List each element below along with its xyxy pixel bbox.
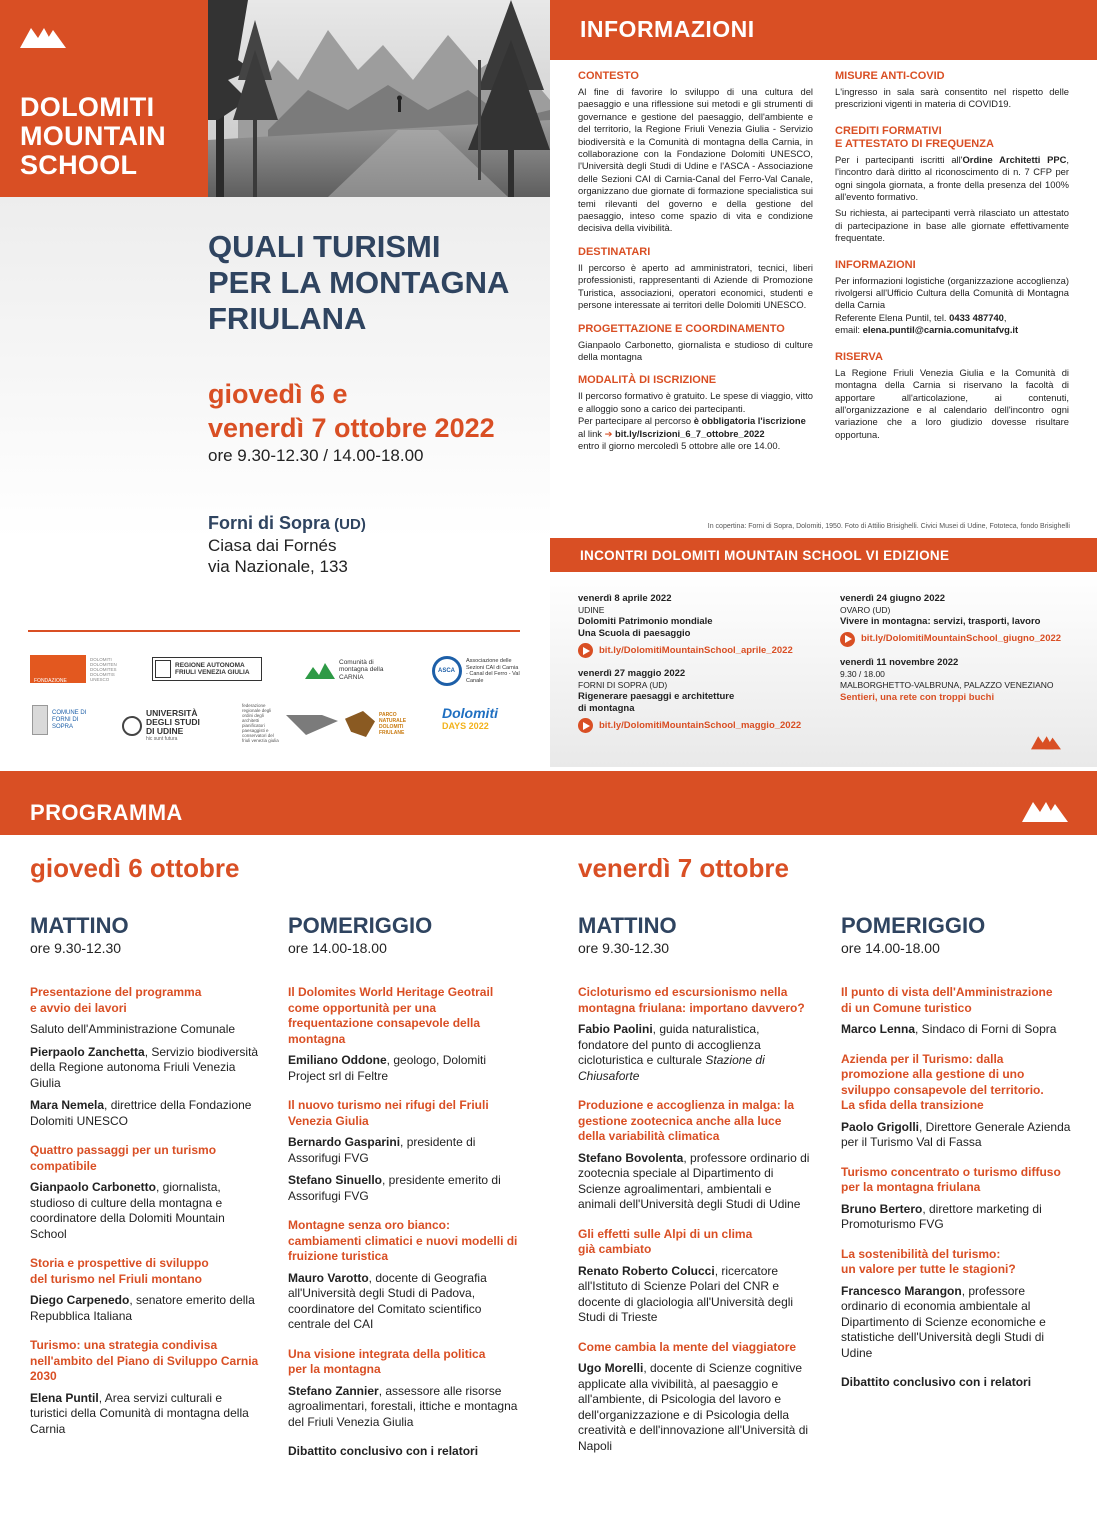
slot-hours: ore 9.30-12.30 <box>578 940 670 956</box>
section-title: PROGETTAZIONE E COORDINAMENTO <box>578 322 785 335</box>
speaker-name: Bernardo Gasparini <box>288 1135 401 1149</box>
incontro-title: di montagna <box>578 702 635 714</box>
program-column-day1-afternoon <box>288 985 523 1460</box>
talk-title: Cicloturismo ed escursionismo nella montagna friulana: importano davvero? <box>578 985 805 1015</box>
speaker-role: , giornalista, studioso di culture della montagna e coordinatore della Dolomiti Mountain School <box>30 1180 225 1241</box>
incontro-link[interactable] <box>578 643 828 658</box>
speaker <box>578 1264 810 1326</box>
uniud-line: DEGLI STUDI <box>146 717 200 727</box>
event-title-line: FRIULANA <box>208 301 367 336</box>
program-item <box>578 1340 810 1455</box>
mountain-peaks-icon <box>1022 797 1068 823</box>
regione-label: REGIONE AUTONOMA FRIULI VENEZIA GIULIA <box>175 662 250 676</box>
university-seal-icon <box>122 716 142 736</box>
incontro-title: Rigenerare paesaggi e architetture <box>578 691 735 702</box>
info-header: INFORMAZIONI <box>580 16 755 42</box>
speaker-name: Fabio Paolini <box>578 1022 653 1036</box>
section-text: Gianpaolo Carbonetto, giornalista e studioso di culture della montagna <box>578 338 813 362</box>
brand-name-line: DOLOMITI <box>20 92 155 122</box>
text-run: email: <box>835 324 863 336</box>
speaker-role: , docente di Geografia all'Università degli Studi di Padova, coordinatore del Comitato scientifico centrale del CAI <box>288 1270 487 1331</box>
speaker <box>841 1022 1071 1038</box>
program-item <box>578 985 810 1084</box>
federazione-label: federazione regionale degli ordini degli architetti pianificatori paesaggisti e conservatori del friuli venezia giulia <box>242 703 279 743</box>
incontro-title: Vivere in montagna: servizi, trasporti, lavoro <box>840 616 1041 627</box>
program-item <box>288 1098 523 1204</box>
event-venue <box>208 513 538 577</box>
eagle-icon <box>345 711 375 737</box>
incontro-date: venerdì 24 giugno 2022 <box>840 593 946 604</box>
speaker <box>288 1384 523 1431</box>
covid-section <box>835 70 1069 111</box>
section-title: CREDITI FORMATIVI <box>835 124 942 137</box>
informazioni-section <box>835 259 1069 337</box>
play-icon <box>840 632 855 647</box>
venue-address: via Nazionale, 133 <box>208 557 348 576</box>
slot-name: POMERIGGIO <box>288 913 433 938</box>
program-column-day2-afternoon <box>841 985 1071 1391</box>
incontro-hours: 9.30 / 18.00 <box>840 668 885 679</box>
speaker <box>578 1151 810 1213</box>
speaker-name: Diego Carpenedo <box>30 1293 130 1307</box>
speaker-role: , presidente di Assorifugi FVG <box>288 1135 476 1165</box>
program-item <box>288 985 523 1084</box>
incontro-novembre <box>840 657 1090 703</box>
speaker-role: , Servizio biodiversità della Regione autonoma Friuli Venezia Giulia <box>30 1044 259 1090</box>
riserva-section <box>835 351 1069 441</box>
program-item <box>841 985 1071 1038</box>
section-title: CONTESTO <box>578 70 639 82</box>
talk-title: Turismo: una strategia condivisa nell'ambito del Piano di Sviluppo Carnia 2030 <box>30 1338 259 1383</box>
section-text: Il percorso è aperto ad amministratori, tecnici, liberi professionisti, rappresentanti di Aziende di Promozione Turistica, associazioni, operatori economici, studenti e persone interessate ai territori delle Dolomiti UNESCO. <box>578 261 813 311</box>
speaker <box>578 1361 810 1454</box>
slot-pomeriggio-day1 <box>288 913 432 957</box>
closing-debate: Dibattito conclusivo con i relatori <box>288 1444 479 1458</box>
speaker <box>841 1202 1071 1233</box>
photo-credit: In copertina: Forni di Sopra, Dolomiti, 1950. Foto di Attilio Brisighelli. Civici Musei di Udine, Fototeca, fondo Brisighelli <box>707 523 1070 530</box>
slot-hours: ore 14.00-18.00 <box>288 940 387 956</box>
section-text: Il percorso formativo è gratuito. Le spese di viaggio, vitto e alloggio sono a carico dei partecipanti. <box>578 390 813 414</box>
speaker-role: , direttore marketing di Promoturismo FVG <box>841 1201 1042 1231</box>
brand-name-line: SCHOOL <box>20 150 138 180</box>
incontro-place: FORNI DI SOPRA (UD) <box>578 679 668 690</box>
uniud-logo <box>122 708 222 744</box>
carnia-label: Comunità di montagna della CARNIA <box>339 658 384 681</box>
section-text: Per informazioni logistiche (organizzazione accoglienza) rivolgersi all'Ufficio Cultura della Comunità di Montagna della Carnia <box>835 274 1069 311</box>
program-item <box>30 1143 260 1242</box>
eagle-crest-icon <box>155 660 171 678</box>
play-icon <box>578 718 593 733</box>
section-title: INFORMAZIONI <box>835 258 916 271</box>
talk-title: Gli effetti sulle Alpi di un clima già cambiato <box>578 1226 753 1256</box>
mountain-landscape-photo <box>208 0 550 197</box>
section-text <box>835 154 1069 204</box>
speaker-role: , professore ordinario di zootecnia speciale al Dipartimento di Scienze agroalimentari, ambientali e animali dell'Università degli Studi di Udine <box>578 1150 810 1211</box>
speaker <box>30 1293 260 1324</box>
speaker <box>841 1120 1071 1151</box>
speaker-name: Stefano Sinuello <box>288 1173 383 1187</box>
cover-photo <box>208 0 550 197</box>
programma-header: PROGRAMMA <box>30 800 183 825</box>
talk-title: Montagne senza oro bianco: cambiamenti climatici e nuovi modelli di fruizione turistica <box>288 1218 518 1263</box>
speaker-role: , professore ordinario di economia ambientale al Dipartimento di Scienze economiche e statistiche dell'Università degli Studi di Udine <box>841 1283 1046 1360</box>
destinatari-section <box>578 246 813 312</box>
text-run: al link <box>578 427 605 439</box>
dolomiti-days-logo <box>442 706 522 740</box>
program-item <box>30 1338 260 1437</box>
dolomiti-days-title: Dolomiti <box>442 705 498 721</box>
talk-title: Il Dolomites World Heritage Geotrail come opportunità per una frequentazione consapevole della montagna <box>288 985 494 1046</box>
venue-town <box>208 513 538 535</box>
section-title: RISERVA <box>835 350 883 363</box>
section-text <box>835 324 1069 336</box>
forni-di-sopra-logo <box>32 702 102 738</box>
section-title: MODALITÀ DI ISCRIZIONE <box>578 374 717 387</box>
event-hours: ore 9.30-12.30 / 14.00-18.00 <box>208 446 424 465</box>
text-run: Per i partecipanti iscritti all' <box>835 153 963 165</box>
incontro-link[interactable] <box>840 632 1090 647</box>
talk-title: Turismo concentrato o turismo diffuso per la montagna friulana <box>841 1164 1061 1194</box>
talk-title: Quattro passaggi per un turismo compatibile <box>30 1143 217 1173</box>
speaker-role: , docente di Scienze cognitive applicate alla vivibilità, al paesaggio e all'ambiente, di Psicologia del lavoro e dell'organizzazione e di Psicologia della creatività e dell'innovazione all'Università di Napoli <box>578 1361 809 1453</box>
incontro-link[interactable] <box>578 718 828 733</box>
speaker-role-italic: Stazione di Chiusaforte <box>578 1053 765 1083</box>
speaker-name: Gianpaolo Carbonetto <box>30 1180 156 1194</box>
speaker: Saluto dell'Amministrazione Comunale <box>30 1022 236 1036</box>
speaker <box>288 1053 523 1084</box>
section-text: Su richiesta, ai partecipanti verrà rilasciato un attestato di partecipazione in base alle giornate effettivamente frequentate. <box>835 207 1069 244</box>
text-run: Referente Elena Puntil, tel. <box>835 311 950 323</box>
closing-debate: Dibattito conclusivo con i relatori <box>841 1375 1032 1389</box>
slot-name: POMERIGGIO <box>841 913 986 938</box>
speaker-name: Pierpaolo Zanchetta <box>30 1044 145 1059</box>
incontro-link-text[interactable]: bit.ly/DolomitiMountainSchool_maggio_2022 <box>599 719 802 731</box>
section-text <box>578 415 813 440</box>
progettazione-section <box>578 323 813 364</box>
event-dates <box>208 377 538 445</box>
text-run: , <box>1003 311 1007 323</box>
speaker <box>288 1173 523 1204</box>
arrow-right-icon: ➔ <box>604 427 613 439</box>
carnia-logo <box>305 658 405 682</box>
slot-pomeriggio-day2 <box>841 913 985 957</box>
phone-number[interactable]: 0433 487740 <box>949 311 1004 323</box>
federazione-architetti-logo <box>242 702 342 744</box>
crediti-section <box>835 125 1069 245</box>
dolomiti-unesco-mark-icon <box>30 655 86 692</box>
speaker-name: Bruno Bertero <box>841 1201 923 1216</box>
uniud-motto: hic sunt futura <box>146 736 178 742</box>
email-link[interactable]: elena.puntil@carnia.comunitafvg.it <box>862 324 1019 336</box>
modalita-section <box>578 374 813 452</box>
section-title: DESTINATARI <box>578 245 651 258</box>
event-date-line: venerdì 7 ottobre 2022 <box>208 413 495 443</box>
speaker-name: Mauro Varotto <box>288 1270 369 1285</box>
architect-shape-icon <box>286 711 338 735</box>
incontro-date: venerdì 8 aprile 2022 <box>578 593 672 604</box>
speaker-role: , presidente emerito di Assorifugi FVG <box>288 1173 501 1203</box>
mountain-peaks-icon <box>20 24 66 48</box>
asca-badge-icon <box>432 656 462 686</box>
speaker <box>841 1284 1071 1362</box>
speaker-role: , assessore alle risorse agroalimentari, forestali, ittiche e montagna del Friuli Venezia Giulia <box>288 1383 518 1429</box>
speaker-name: Mara Nemela <box>30 1098 105 1112</box>
speaker-name: Ugo Morelli <box>578 1361 644 1375</box>
talk-title: Presentazione del programma e avvio dei lavori <box>30 985 202 1015</box>
event-title <box>208 229 538 337</box>
section-title: E ATTESTATO DI FREQUENZA <box>835 137 994 150</box>
asca-label: Associazione delle Sezioni CAI di Carnia - Canal del Ferro - Val Canale <box>466 658 520 684</box>
slot-mattino-day1 <box>30 913 129 957</box>
speaker-name: Emiliano Oddone <box>288 1053 387 1067</box>
talk-title: Storia e prospettive di sviluppo del turismo nel Friuli montano <box>30 1256 209 1286</box>
speaker-name: Marco Lenna <box>841 1022 916 1036</box>
speaker <box>578 1022 810 1084</box>
talk-title: Il punto di vista dell'Amministrazione di un Comune turistico <box>841 985 1053 1015</box>
asca-badge-label: ASCA <box>438 668 456 674</box>
brand-name <box>20 93 205 180</box>
slot-hours: ore 14.00-18.00 <box>841 940 940 956</box>
incontri-header: INCONTRI DOLOMITI MOUNTAIN SCHOOL VI EDIZIONE <box>580 548 950 563</box>
slot-name: MATTINO <box>578 913 677 938</box>
talk-title: Come cambia la mente del viaggiatore <box>578 1339 797 1354</box>
speaker-name: Stefano Zannier <box>288 1383 379 1398</box>
slot-mattino-day2 <box>578 913 677 957</box>
slot-name: MATTINO <box>30 913 129 938</box>
speaker <box>30 1045 260 1092</box>
divider <box>28 630 520 632</box>
event-title-line: QUALI TURISMI <box>208 229 441 264</box>
program-item <box>841 1052 1071 1151</box>
speaker <box>30 1391 260 1438</box>
parco-dolomiti-friulane-logo <box>345 707 425 741</box>
info-column-right <box>835 70 1069 452</box>
regione-fvg-logo <box>152 657 262 681</box>
speaker-name: Paolo Grigolli <box>841 1119 920 1134</box>
talk-title: Azienda per il Turismo: dalla promozione alla gestione di uno sviluppo consapevole del territorio. La sfida della transizione <box>841 1051 1044 1112</box>
uniud-text <box>146 709 216 743</box>
speaker <box>30 1180 260 1242</box>
talk-title: La sostenibilità del turismo: un valore per tutte le stagioni? <box>841 1246 1016 1276</box>
event-date-line: giovedì 6 e <box>208 379 348 409</box>
talk-title: Il nuovo turismo nei rifugi del Friuli Venezia Giulia <box>288 1098 489 1128</box>
incontro-maggio <box>578 668 828 733</box>
registration-link[interactable]: bit.ly/Iscrizioni_6_7_ottobre_2022 <box>615 427 765 439</box>
incontro-link-text[interactable]: bit.ly/DolomitiMountainSchool_aprile_2022 <box>599 644 793 656</box>
dolomiti-days-sub: DAYS 2022 <box>442 721 489 731</box>
program-item <box>30 985 260 1129</box>
program-item <box>841 1247 1071 1362</box>
town-crest-icon <box>32 705 48 735</box>
speaker <box>288 1271 523 1333</box>
play-icon <box>578 643 593 658</box>
section-text: entro il giorno mercoledì 5 ottobre alle ore 14.00. <box>578 439 781 451</box>
program-item <box>288 1347 523 1431</box>
speaker-role: , geologo, Dolomiti Project srl di Feltre <box>288 1053 487 1083</box>
fondazione-sublabel: DOLOMITI DOLOMITEN DOLOMITES DOLOMITIS UNESCO <box>90 656 117 682</box>
venue-town-name: Forni di Sopra <box>208 513 331 533</box>
speaker-role: , senatore emerito della Repubblica Italiana <box>30 1293 255 1323</box>
venue-place: Ciasa dai Fornés <box>208 536 337 555</box>
talk-title: Produzione e accoglienza in malga: la gestione zootecnica anche alla luce della variabilità climatica <box>578 1098 795 1143</box>
program-column-day2-morning <box>578 985 810 1468</box>
incontro-giugno <box>840 593 1090 647</box>
text-run-bold: Ordine Architetti PPC <box>962 153 1067 165</box>
speaker-name: Stefano Bovolenta <box>578 1150 684 1165</box>
speaker-role: , ricercatore all'Istituto di Scienze Polari del CNR e docente di glaciologia all'Università degli Studi di Trieste <box>578 1263 794 1324</box>
speaker-name: Elena Puntil <box>30 1390 99 1405</box>
incontro-aprile <box>578 593 828 658</box>
text-run: Per partecipare al percorso <box>578 415 694 427</box>
parco-label: PARCO NATURALE DOLOMITI FRIULANE <box>379 712 407 736</box>
slot-hours: ore 9.30-12.30 <box>30 940 122 956</box>
forni-label: COMUNE DI FORNI DI SOPRA <box>52 709 87 730</box>
speaker-name: Renato Roberto Colucci <box>578 1263 715 1278</box>
incontro-link-text[interactable]: bit.ly/DolomitiMountainSchool_giugno_2022 <box>861 633 1062 645</box>
section-text: Al fine di favorire lo sviluppo di una cultura del paesaggio e una riflessione sui metodi e gli strumenti di governance e gestione del paesaggio, dell'ambiente e del territorio, la Regione Friuli Venezia Giulia - Servizio biodiversità e la Comunità di montagna della Carnia, in collaborazione con la Fondazione Dolomiti UNESCO, l'Università degli Studi di Udine e l'ASCA - Associazione delle Sezioni CAI di Carnia-Canal del Ferro-Val Canale, organizzano due giornate di formazione specialistica sui temi rilevanti del governo e della gestione del paesaggio, inteso come spazio di vita e condizione decisiva della vivibilità. <box>578 86 813 234</box>
uniud-line: UNIVERSITÀ <box>146 708 198 718</box>
program-item <box>30 1256 260 1324</box>
incontro-title: Una Scuola di paesaggio <box>578 627 691 639</box>
day-heading: venerdì 7 ottobre <box>578 853 789 883</box>
speaker-role: , Area servizi culturali e turistici della Comunità di montagna della Carnia <box>30 1390 249 1436</box>
incontro-title: Dolomiti Patrimonio mondiale <box>578 616 713 627</box>
speaker-role: , Direttore Generale Azienda per il Turismo Val di Fassa <box>841 1119 1071 1149</box>
section-text <box>835 312 1069 324</box>
venue-province: (UD) <box>330 516 366 533</box>
section-text: L'ingresso in sala sarà consentito nel rispetto delle prescrizioni vigenti in materia di COVID19. <box>835 86 1069 110</box>
incontro-place: UDINE <box>578 604 605 615</box>
contesto-section <box>578 70 813 235</box>
text-run-bold: è obbligatoria l'iscrizione <box>693 415 806 427</box>
program-item <box>578 1098 810 1213</box>
program-item <box>841 1165 1071 1233</box>
speaker-name: Francesco Marangon <box>841 1283 962 1298</box>
program-item <box>288 1218 523 1333</box>
asca-logo <box>432 655 522 687</box>
incontro-place: MALBORGHETTO-VALBRUNA, PALAZZO VENEZIANO <box>840 680 1054 690</box>
info-column-left <box>578 70 813 463</box>
mountain-peaks-icon <box>1031 733 1061 750</box>
section-title: MISURE ANTI-COVID <box>835 70 945 82</box>
incontro-place: OVARO (UD) <box>840 604 891 615</box>
text-run: , l'incontro darà diritto al riconoscimento di n. 7 CFP per ogni singola giornata, a fronte della presenza del 100% all'evento formativo. <box>835 153 1070 203</box>
speaker-role: , Sindaco di Forni di Sopra <box>915 1022 1057 1036</box>
program-column-day1-morning <box>30 985 260 1451</box>
speaker-role: , guida naturalistica, fondatore del punto di accoglienza cicloturistica e culturale <box>578 1022 761 1067</box>
incontro-date: venerdì 11 novembre 2022 <box>840 657 959 668</box>
speaker-role: , direttrice della Fondazione Dolomiti UNESCO <box>30 1098 252 1128</box>
incontro-title: Sentieri, una rete con troppi buchi <box>840 691 995 703</box>
brand-name-line: MOUNTAIN <box>20 121 166 151</box>
day-heading: giovedì 6 ottobre <box>30 853 240 883</box>
uniud-line: DI UDINE <box>146 726 184 736</box>
section-text: La Regione Friuli Venezia Giulia e la Comunità di montagna della Carnia si riservano la facoltà di apportare all'articolazione, ai contenuti, all'organizzazione e al calendario dell'incontro ogni variazione che a loro giudizio dovesse risultare opportuna. <box>835 366 1069 440</box>
carnia-mountains-icon <box>305 661 335 679</box>
speaker <box>288 1135 523 1166</box>
fondazione-label: FONDAZIONE DOLOMITI <box>34 678 67 692</box>
speaker <box>30 1098 260 1129</box>
fondazione-dolomiti-logo <box>30 652 120 692</box>
incontro-date: venerdì 27 maggio 2022 <box>578 668 686 679</box>
program-item <box>578 1227 810 1326</box>
event-title-line: PER LA MONTAGNA <box>208 265 510 300</box>
talk-title: Una visione integrata della politica per la montagna <box>288 1346 486 1376</box>
